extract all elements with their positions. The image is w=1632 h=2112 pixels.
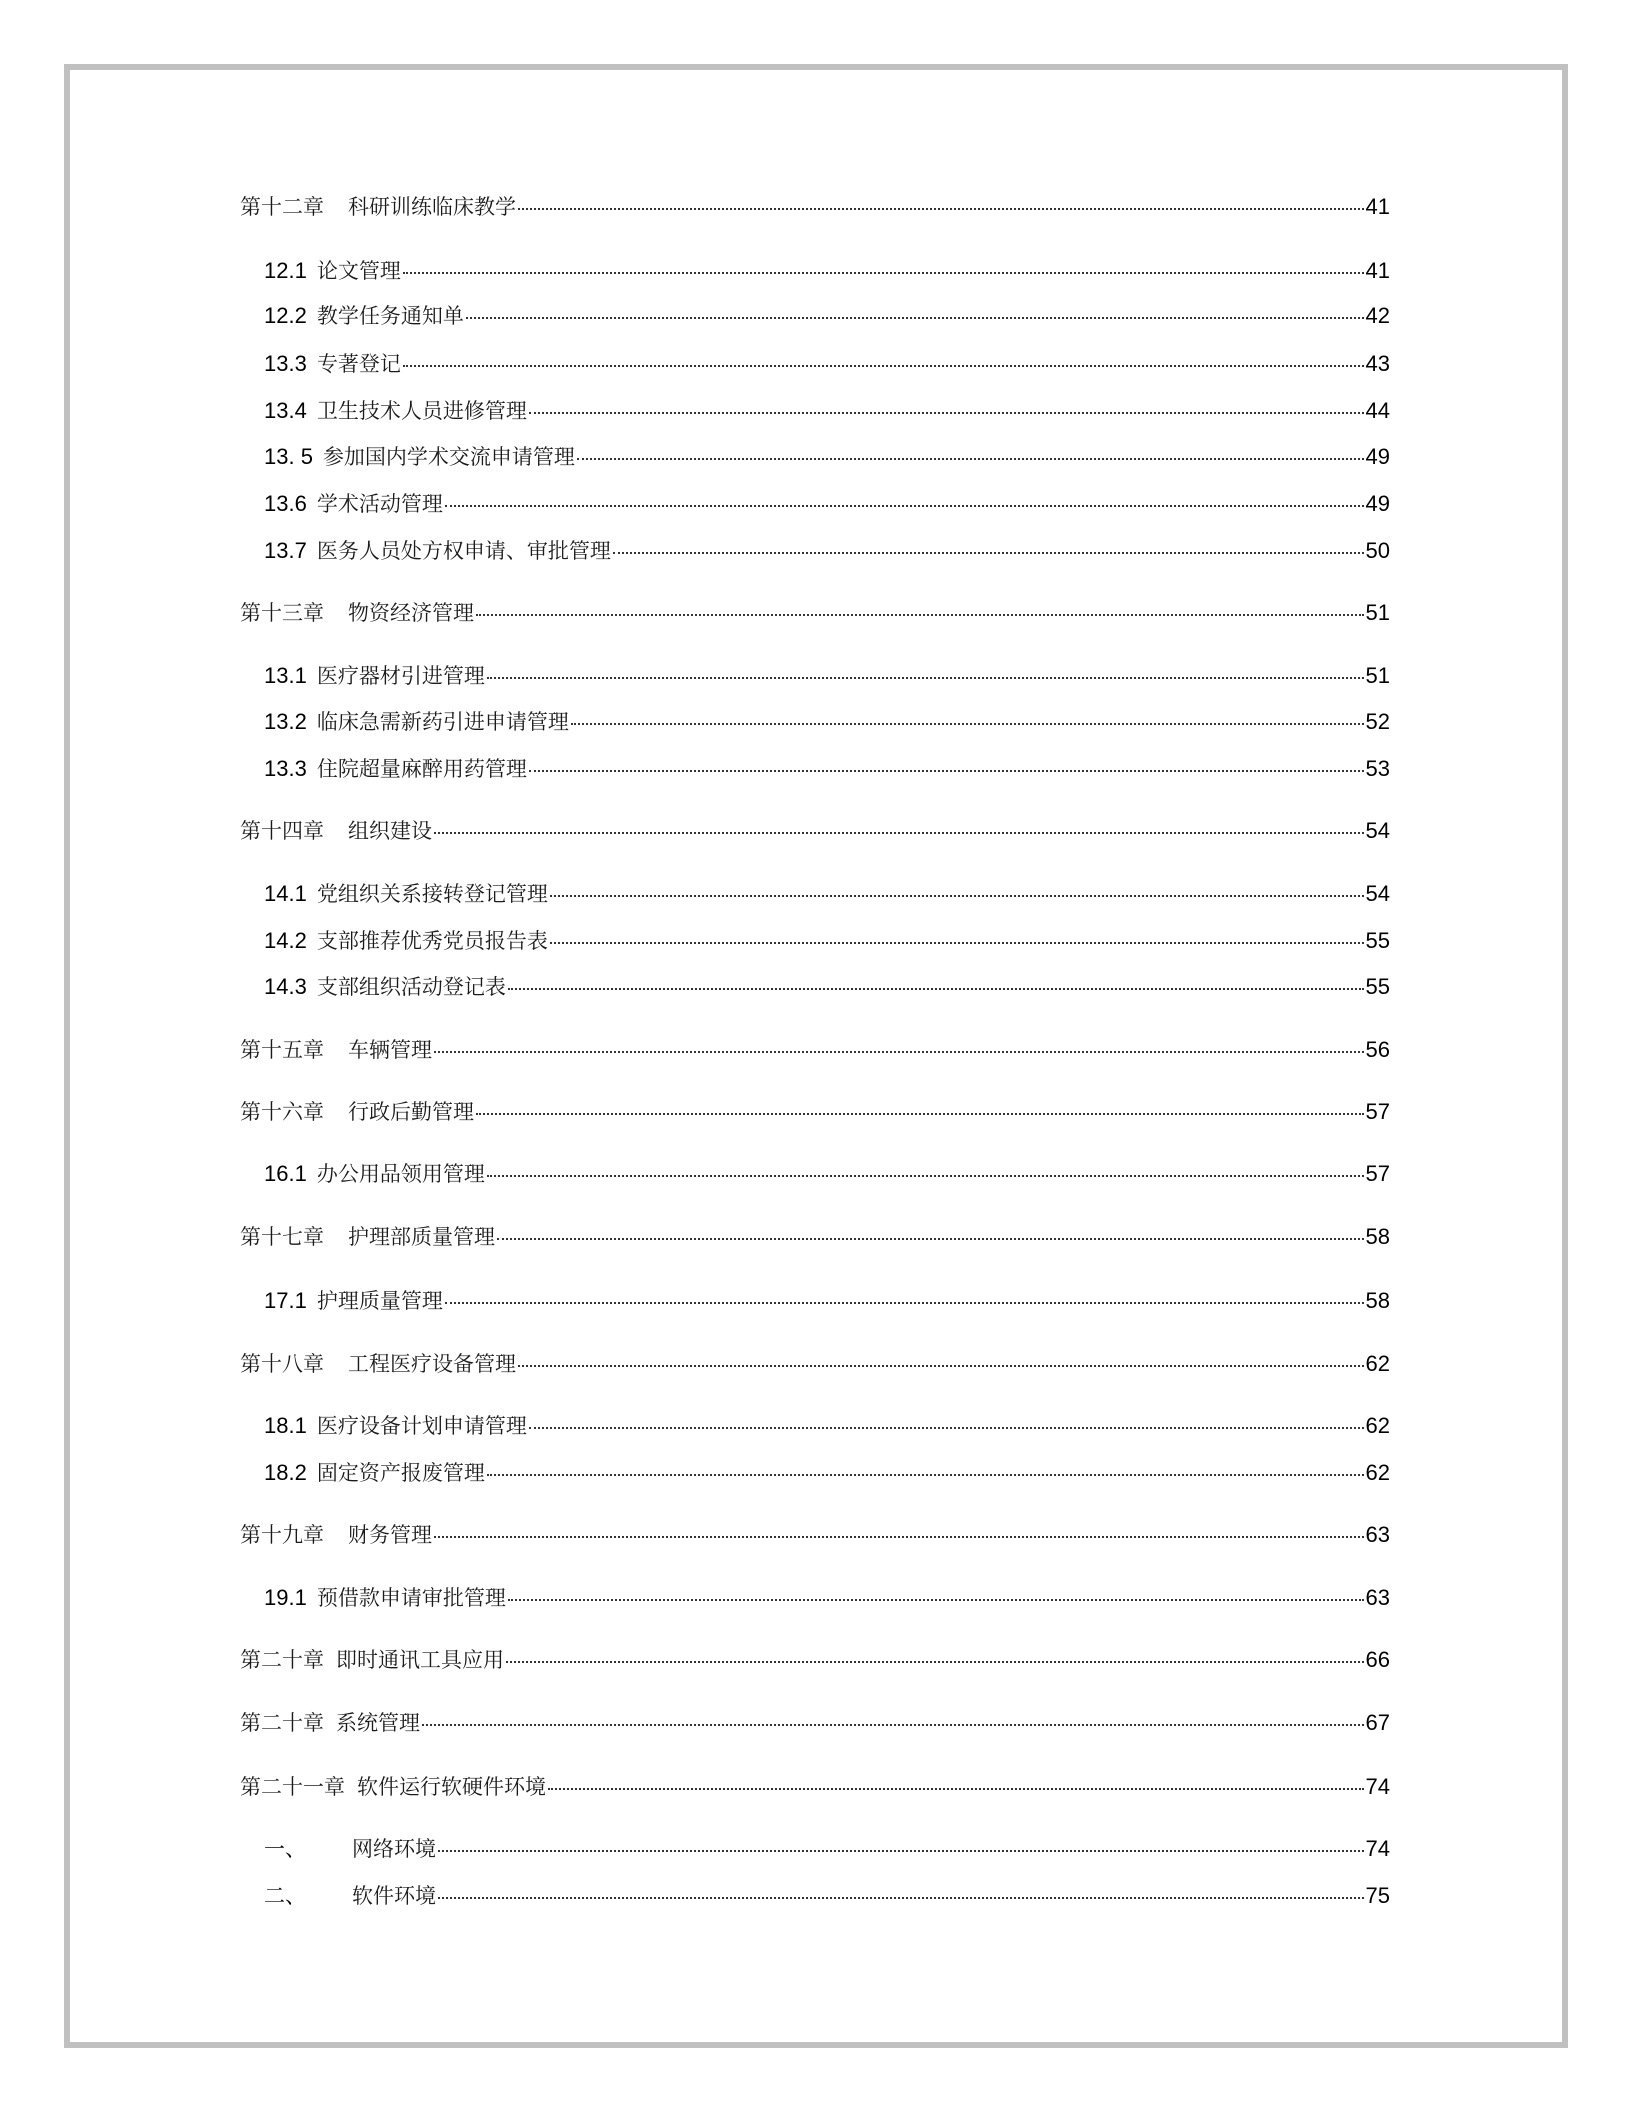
toc-section-entry[interactable] <box>264 1834 1390 1864</box>
toc-chapter-entry[interactable] <box>240 598 1390 628</box>
toc-entry-number: 第十六章 <box>240 1100 324 1124</box>
toc-dot-leader <box>529 1427 1364 1429</box>
toc-dot-leader <box>434 1051 1364 1053</box>
toc-entry-number: 13.3 <box>264 756 307 781</box>
toc-section-entry[interactable] <box>264 442 1390 472</box>
toc-section-entry[interactable] <box>264 926 1390 956</box>
toc-entry-number: 14.2 <box>264 928 307 953</box>
toc-entry-number: 12.1 <box>264 258 307 283</box>
toc-entry-page-number: 41 <box>1365 258 1390 283</box>
toc-entry-page-number: 62 <box>1365 1351 1390 1376</box>
toc-entry-number: 一、 <box>264 1837 306 1861</box>
toc-entry-page-number: 63 <box>1365 1585 1390 1610</box>
toc-entry-title: 支部组织活动登记表 <box>316 975 506 999</box>
toc-entry-title: 临床急需新药引进申请管理 <box>316 710 569 734</box>
toc-entry-title: 工程医疗设备管理 <box>348 1352 516 1376</box>
toc-entry-number: 18.2 <box>264 1460 307 1485</box>
toc-entry-title: 支部推荐优秀党员报告表 <box>316 929 548 953</box>
toc-entry-number: 第二十一章 <box>240 1775 345 1799</box>
toc-entry-number: 16.1 <box>264 1161 307 1186</box>
toc-dot-leader <box>550 942 1364 944</box>
toc-entry-page-number: 43 <box>1365 351 1390 376</box>
toc-entry-page-number: 44 <box>1365 398 1390 423</box>
toc-chapter-entry[interactable] <box>240 1035 1390 1065</box>
toc-section-entry[interactable] <box>264 1411 1390 1441</box>
toc-dot-leader <box>476 614 1364 616</box>
toc-entry-title: 护理质量管理 <box>316 1289 443 1313</box>
toc-entry-page-number: 54 <box>1365 881 1390 906</box>
toc-section-entry[interactable] <box>264 1881 1390 1911</box>
toc-entry-title: 护理部质量管理 <box>348 1225 495 1249</box>
toc-entry-page-number: 62 <box>1365 1460 1390 1485</box>
toc-entry-number: 14.3 <box>264 974 307 999</box>
toc-entry-number: 14.1 <box>264 881 307 906</box>
toc-entry-page-number: 66 <box>1365 1647 1390 1672</box>
toc-entry-number: 13.2 <box>264 709 307 734</box>
toc-entry-page-number: 57 <box>1365 1099 1390 1124</box>
toc-section-entry[interactable] <box>264 489 1390 519</box>
toc-dot-leader <box>506 1661 1364 1663</box>
toc-entry-page-number: 63 <box>1365 1522 1390 1547</box>
toc-dot-leader <box>577 458 1364 460</box>
toc-section-entry[interactable] <box>264 396 1390 426</box>
toc-entry-page-number: 52 <box>1365 709 1390 734</box>
toc-dot-leader <box>476 1113 1364 1115</box>
toc-section-entry[interactable] <box>264 972 1390 1002</box>
toc-dot-leader <box>434 832 1364 834</box>
toc-entry-number: 17.1 <box>264 1288 307 1313</box>
toc-entry-title: 系统管理 <box>336 1711 420 1735</box>
toc-dot-leader <box>518 208 1364 210</box>
toc-entry-number: 第十九章 <box>240 1523 324 1547</box>
toc-entry-page-number: 41 <box>1365 194 1390 219</box>
toc-section-entry[interactable] <box>264 661 1390 691</box>
toc-chapter-entry[interactable] <box>240 1097 1390 1127</box>
toc-dot-leader <box>487 677 1364 679</box>
toc-entry-page-number: 74 <box>1365 1774 1390 1799</box>
toc-entry-page-number: 57 <box>1365 1161 1390 1186</box>
toc-entry-number: 13.3 <box>264 351 307 376</box>
toc-section-entry[interactable] <box>264 1286 1390 1316</box>
toc-entry-title: 党组织关系接转登记管理 <box>316 882 548 906</box>
toc-entry-title: 医疗器材引进管理 <box>316 664 485 688</box>
toc-entry-page-number: 75 <box>1365 1883 1390 1908</box>
toc-entry-title: 组织建设 <box>348 819 432 843</box>
toc-entry-title: 论文管理 <box>316 259 401 283</box>
toc-entry-page-number: 50 <box>1365 538 1390 563</box>
toc-entry-page-number: 55 <box>1365 974 1390 999</box>
toc-section-entry[interactable] <box>264 1458 1390 1488</box>
toc-entry-number: 19.1 <box>264 1585 307 1610</box>
toc-entry-number: 第十二章 <box>240 195 324 219</box>
toc-entry-title: 固定资产报废管理 <box>316 1461 485 1485</box>
toc-entry-page-number: 51 <box>1365 600 1390 625</box>
toc-dot-leader <box>438 1897 1364 1899</box>
toc-section-entry[interactable] <box>264 707 1390 737</box>
toc-entry-number: 第十三章 <box>240 601 324 625</box>
toc-dot-leader <box>529 770 1364 772</box>
toc-entry-title: 卫生技术人员进修管理 <box>316 399 527 423</box>
toc-dot-leader <box>466 317 1364 319</box>
toc-entry-number: 第二十章 <box>240 1648 324 1672</box>
toc-dot-leader <box>434 1536 1364 1538</box>
toc-entry-title: 行政后勤管理 <box>348 1100 474 1124</box>
toc-entry-page-number: 53 <box>1365 756 1390 781</box>
toc-entry-number: 第十七章 <box>240 1225 324 1249</box>
toc-entry-number: 18.1 <box>264 1413 307 1438</box>
toc-entry-number: 二、 <box>264 1884 306 1908</box>
toc-entry-page-number: 56 <box>1365 1037 1390 1062</box>
toc-entry-title: 软件运行软硬件环境 <box>357 1775 546 1799</box>
toc-dot-leader <box>508 1599 1364 1601</box>
toc-chapter-entry[interactable] <box>240 1708 1390 1738</box>
toc-entry-number: 13. 5 <box>264 444 313 469</box>
toc-chapter-entry[interactable] <box>240 1349 1390 1379</box>
toc-dot-leader <box>487 1474 1364 1476</box>
toc-entry-page-number: 74 <box>1365 1836 1390 1861</box>
toc-chapter-entry[interactable] <box>240 1222 1390 1252</box>
toc-entry-title: 财务管理 <box>348 1523 432 1547</box>
toc-section-entry[interactable] <box>264 536 1390 566</box>
toc-dot-leader <box>487 1175 1364 1177</box>
toc-chapter-entry[interactable] <box>240 1772 1390 1802</box>
toc-entry-number: 第十五章 <box>240 1038 324 1062</box>
toc-entry-number: 第十四章 <box>240 819 324 843</box>
toc-entry-number: 第二十章 <box>240 1711 324 1735</box>
toc-entry-title: 住院超量麻醉用药管理 <box>316 757 527 781</box>
toc-entry-title: 教学任务通知单 <box>316 304 464 328</box>
toc-entry-page-number: 67 <box>1365 1710 1390 1735</box>
toc-entry-title: 即时通讯工具应用 <box>336 1648 504 1672</box>
toc-entry-number: 13.6 <box>264 491 307 516</box>
toc-entry-title: 预借款申请审批管理 <box>316 1586 506 1610</box>
toc-dot-leader <box>497 1238 1364 1240</box>
toc-entry-title: 软件环境 <box>352 1884 436 1908</box>
toc-entry-title: 学术活动管理 <box>316 492 443 516</box>
toc-dot-leader <box>571 723 1364 725</box>
toc-entry-title: 医务人员处方权申请、审批管理 <box>316 539 611 563</box>
toc-chapter-entry[interactable] <box>240 816 1390 846</box>
toc-chapter-entry[interactable] <box>240 1645 1390 1675</box>
toc-dot-leader <box>529 412 1364 414</box>
toc-entry-title: 科研训练临床教学 <box>348 195 516 219</box>
toc-entry-page-number: 42 <box>1365 303 1390 328</box>
toc-section-entry[interactable] <box>264 349 1390 379</box>
toc-entry-title: 参加国内学术交流申请管理 <box>322 445 575 469</box>
toc-chapter-entry[interactable] <box>240 192 1390 222</box>
toc-section-entry[interactable] <box>264 754 1390 784</box>
toc-dot-leader <box>438 1850 1364 1852</box>
toc-entry-number: 13.1 <box>264 663 307 688</box>
toc-dot-leader <box>422 1724 1364 1726</box>
toc-entry-page-number: 51 <box>1365 663 1390 688</box>
toc-entry-page-number: 54 <box>1365 818 1390 843</box>
toc-entry-title: 网络环境 <box>352 1837 436 1861</box>
toc-entry-page-number: 49 <box>1365 491 1390 516</box>
toc-dot-leader <box>403 272 1364 274</box>
toc-dot-leader <box>445 505 1364 507</box>
toc-entry-page-number: 62 <box>1365 1413 1390 1438</box>
toc-section-entry[interactable] <box>264 1583 1390 1613</box>
toc-dot-leader <box>613 552 1364 554</box>
toc-entry-title: 办公用品领用管理 <box>316 1162 485 1186</box>
toc-entry-page-number: 58 <box>1365 1288 1390 1313</box>
toc-entry-page-number: 58 <box>1365 1224 1390 1249</box>
toc-section-entry[interactable] <box>264 879 1390 909</box>
toc-entry-title: 医疗设备计划申请管理 <box>316 1414 527 1438</box>
toc-entry-number: 12.2 <box>264 303 307 328</box>
toc-entry-page-number: 49 <box>1365 444 1390 469</box>
toc-chapter-entry[interactable] <box>240 1520 1390 1550</box>
toc-dot-leader <box>548 1788 1364 1790</box>
toc-entry-number: 13.4 <box>264 398 307 423</box>
toc-section-entry[interactable] <box>264 1159 1390 1189</box>
toc-entry-number: 第十八章 <box>240 1352 324 1376</box>
toc-dot-leader <box>445 1302 1364 1304</box>
toc-dot-leader <box>508 988 1364 990</box>
toc-entry-page-number: 55 <box>1365 928 1390 953</box>
toc-dot-leader <box>403 365 1364 367</box>
toc-dot-leader <box>550 895 1364 897</box>
toc-entry-title: 车辆管理 <box>348 1038 432 1062</box>
toc-section-entry[interactable] <box>264 301 1390 331</box>
toc-dot-leader <box>518 1365 1364 1367</box>
toc-section-entry[interactable] <box>264 256 1390 286</box>
toc-entry-number: 13.7 <box>264 538 307 563</box>
toc-entry-title: 专著登记 <box>316 352 401 376</box>
toc-entry-title: 物资经济管理 <box>348 601 474 625</box>
